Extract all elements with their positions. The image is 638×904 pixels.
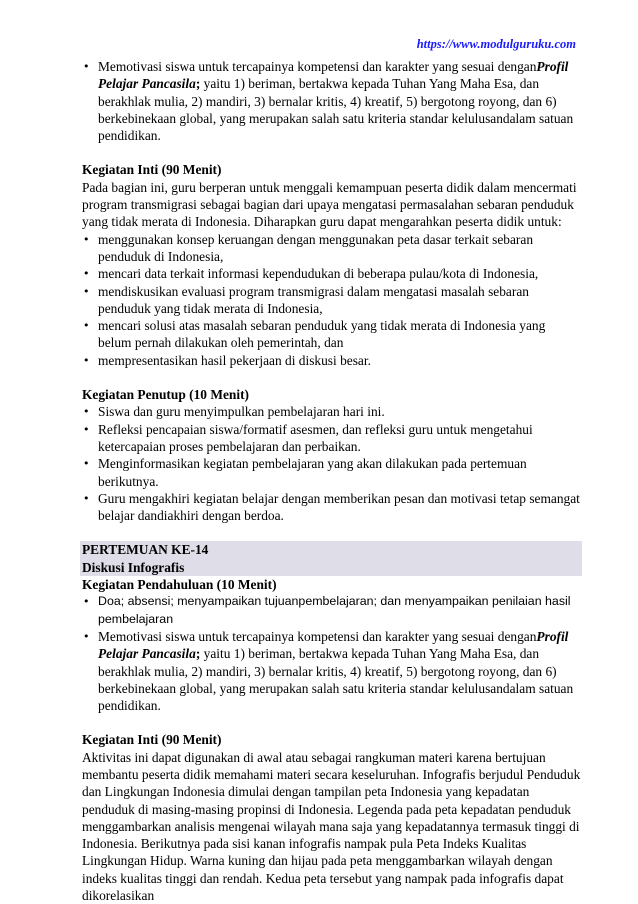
section-heading: Kegiatan Inti (90 Menit)	[82, 732, 222, 748]
activity-list	[82, 231, 582, 369]
section-heading: Kegiatan Penutup (10 Menit)	[82, 387, 250, 403]
list-item: • Refleksi pencapaian siswa/formatif asesmen, dan refleksi guru untuk mengetahui ketercapaian proses pembelajaran dan perbaikan.	[82, 421, 582, 456]
header-url-link[interactable]: https://www.modulguruku.com	[416, 37, 576, 51]
list-item: • menggunakan konsep keruangan dengan menggunakan peta dasar terkait sebaran penduduk di Indonesia,	[82, 231, 582, 266]
list-item: • mencari data terkait informasi kependudukan di beberapa pulau/kota di Indonesia,	[82, 265, 582, 282]
list-item: • Guru mengakhiri kegiatan belajar dengan memberikan pesan dan motivasi tetap semangat belajar dandiakhiri dengan berdoa.	[82, 490, 582, 525]
paragraph: Aktivitas ini dapat digunakan di awal atau sebagai rangkuman materi karena bertujuan membantu peserta didik memahami materi secara keseluruhan. Infografis berjudul Penduduk dan Lingkungan Indonesia dimulai dengan tampilan peta Indonesia yang kepadatan penduduk di masing-masing propinsi di Indonesia. Legenda pada peta kepadatan penduduk menggambarkan analisis mengenai wilayah mana saja yang kepadatannya termasuk tinggi di Indonesia. Berikutnya pada sisi kanan infografis nampak pula Peta Indeks Kualitas Lingkungan Hidup. Warna kuning dan hijau pada peta menggambarkan wilayah dengan indeks kualitas tinggi dan rendah. Kedua peta tersebut yang nampak pada infografis dapat dikorelasikan	[82, 749, 581, 904]
section-heading: Kegiatan Pendahuluan (10 Menit)	[82, 577, 277, 593]
list-item: • Doa; absensi; menyampaikan tujuanpembelajaran; dan menyampaikan penilaian hasil pembelajaran	[82, 593, 582, 628]
list-item: • mencari solusi atas masalah sebaran penduduk yang tidak merata di Indonesia yang belum pernah dilakukan oleh pemerintah, dan	[82, 317, 582, 352]
intro-list	[82, 593, 582, 714]
list-item: • Memotivasi siswa untuk tercapainya kompetensi dan karakter yang sesuai denganProfil Pelajar Pancasila; yaitu 1) beriman, bertakwa kepada Tuhan Yang Maha Esa, dan berakhlak mulia, 2) mandiri, 3) bernalar kritis, 4) kreatif, 5) bergotong royong, dan 6) berkebinekaan global, yang merupakan salah satu kriteria standar kelulusandalam satuan pendidikan.	[82, 58, 582, 144]
page-content	[82, 58, 582, 904]
closing-list	[82, 403, 582, 524]
list-item: • Memotivasi siswa untuk tercapainya kompetensi dan karakter yang sesuai denganProfil Pelajar Pancasila; yaitu 1) beriman, bertakwa kepada Tuhan Yang Maha Esa, dan berakhlak mulia, 2) mandiri, 3) bernalar kritis, 4) kreatif, 5) bergotong royong, dan 6) berkebinekaan global, yang merupakan salah satu kriteria standar kelulusandalam satuan pendidikan.	[82, 628, 582, 714]
meeting-subtitle: Diskusi Infografis	[80, 559, 582, 576]
paragraph: Pada bagian ini, guru berperan untuk menggali kemampuan peserta didik dalam mencermati program transmigrasi sebagai bagian dari upaya mengatasi permasalahan sebaran penduduk yang tidak merata di Indonesia. Diharapkan guru dapat mengarahkan peserta didik untuk:	[82, 179, 577, 230]
meeting-label: PERTEMUAN KE-14	[80, 541, 582, 558]
motivation-list	[82, 58, 582, 144]
list-item: • mempresentasikan hasil pekerjaan di diskusi besar.	[82, 352, 582, 369]
list-item: • Menginformasikan kegiatan pembelajaran yang akan dilakukan pada pertemuan berikutnya.	[82, 455, 582, 490]
section-heading: Kegiatan Inti (90 Menit)	[82, 162, 222, 178]
list-item: • mendiskusikan evaluasi program transmigrasi dalam mengatasi masalah sebaran penduduk yang tidak merata di Indonesia,	[82, 283, 582, 318]
list-item: • Siswa dan guru menyimpulkan pembelajaran hari ini.	[82, 403, 582, 420]
